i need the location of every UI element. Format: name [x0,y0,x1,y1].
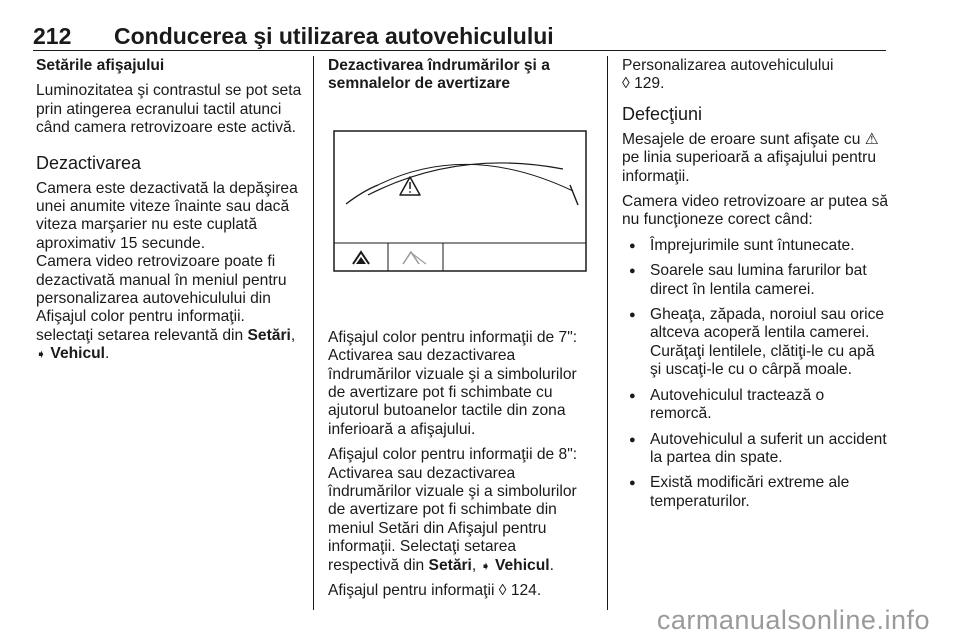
page-reference: 124. [510,582,542,600]
rear-camera-display-illustration [328,101,588,307]
deactivation-heading: Dezactivarea [36,152,142,173]
faults-heading: Defecţiuni [622,103,703,124]
list-item: ● Autovehiculul tractează o remorcă. [622,387,890,424]
page-number: 212 [33,23,72,49]
list-item: ● Gheaţa, zăpada, noroiul sau orice altceva acoperă lentila camerei. Curăţaţi lentilele, clătiţi-le cu apă şi uscaţi-le cu o cârpă moale. [622,306,890,380]
malfunction-conditions-list [622,237,890,511]
malfunction-intro-text: Camera video retrovizoare ar putea să nu funcţioneze corect când: [622,193,889,229]
guidance-subheading: Dezactivarea îndrumărilor şi a semnalelor de avertizare [328,57,550,93]
column-3 [622,57,890,518]
8-inch-display-text: Afişajul color pentru informaţii de 8": Activarea sau dezactivarea îndrumărilor vizuale şi a simbolurilor de avertizare pot fi schimbate din meniul Setări din Afişajul pentru informaţii. Selectaţi setarea respectivă din Setări, ➧ Vehicul. [328,446,578,574]
guide-line-left [346,185,378,204]
column-divider-2 [607,56,608,610]
list-item: ● Autovehiculul a suferit un accident la partea din spate. [622,431,890,468]
7-inch-display-text: Afişajul color pentru informaţii de 7": Activarea sau dezactivarea îndrumărilor vizuale şi a simbolurilor de avertizare pot fi schimbate cu ajutorul butoanelor tactile din zona inferioară a afişajului. [328,328,578,438]
column-divider-1 [313,56,314,610]
menu-arrow-icon: ➧ [36,347,47,362]
column-2 [328,57,590,608]
deactivation-text: Camera este dezactivată la depăşirea unei anumite viteze înainte sau dacă viteza marşarier nu este cuplată aproximativ 15 secunde. [36,179,298,252]
error-message-text: Mesajele de eroare sunt afişate cu ⚠ pe linia superioară a afişajului pentru informaţii. [622,130,879,185]
page-ref-icon: ◊ [622,75,630,93]
list-item: ● Există modificări extreme ale temperaturilor. [622,474,890,511]
settings-menu-ref: Setări [247,326,291,344]
page-reference: 129. [634,75,665,93]
bumper-curve [368,163,563,195]
guide-line-right [570,185,578,205]
warning-toggle-icon [403,252,426,264]
vehicle-personalization-reference: Personalizarea autovehiculului ◊ 129. [622,57,834,93]
vehicle-menu-ref: Vehicul [50,345,106,363]
manual-deactivation-text: Camera video retrovizoare poate fi dezactivată manual în meniul pentru personalizarea autovehiculului din Afişajul color pentru informaţii. selectaţi setarea relevantă din Setări, ➧ Vehicul. [36,253,296,363]
chapter-title: Conducerea şi utilizarea autovehiculului [114,23,554,49]
display-frame [334,131,586,271]
list-item: ● Soarele sau lumina farurilor bat direct în lentila camerei. [622,262,890,299]
warning-triangle-icon: ⚠ [864,130,879,148]
page-header [33,23,923,51]
camera-display-drawing [328,101,588,307]
page-ref-icon: ◊ [498,582,507,600]
info-display-reference: Afişajul pentru informaţii ◊ 124. [328,582,542,600]
display-settings-subheading: Setările afişajului [36,57,165,74]
menu-arrow-icon: ➧ [480,558,491,573]
watermark: carmanualsonline.info [656,605,930,635]
vehicle-menu-ref: Vehicul [494,556,550,574]
column-1 [36,57,306,371]
header-rule [33,50,886,51]
display-settings-text: Luminozitatea şi contrastul se pot seta prin atingerea ecranului tactil atunci când camera retrovizoare este activă. [36,82,302,137]
list-item: ● Împrejurimile sunt întunecate. [622,237,890,255]
guidance-toggle-icon [353,252,369,264]
settings-menu-ref: Setări [428,556,472,574]
